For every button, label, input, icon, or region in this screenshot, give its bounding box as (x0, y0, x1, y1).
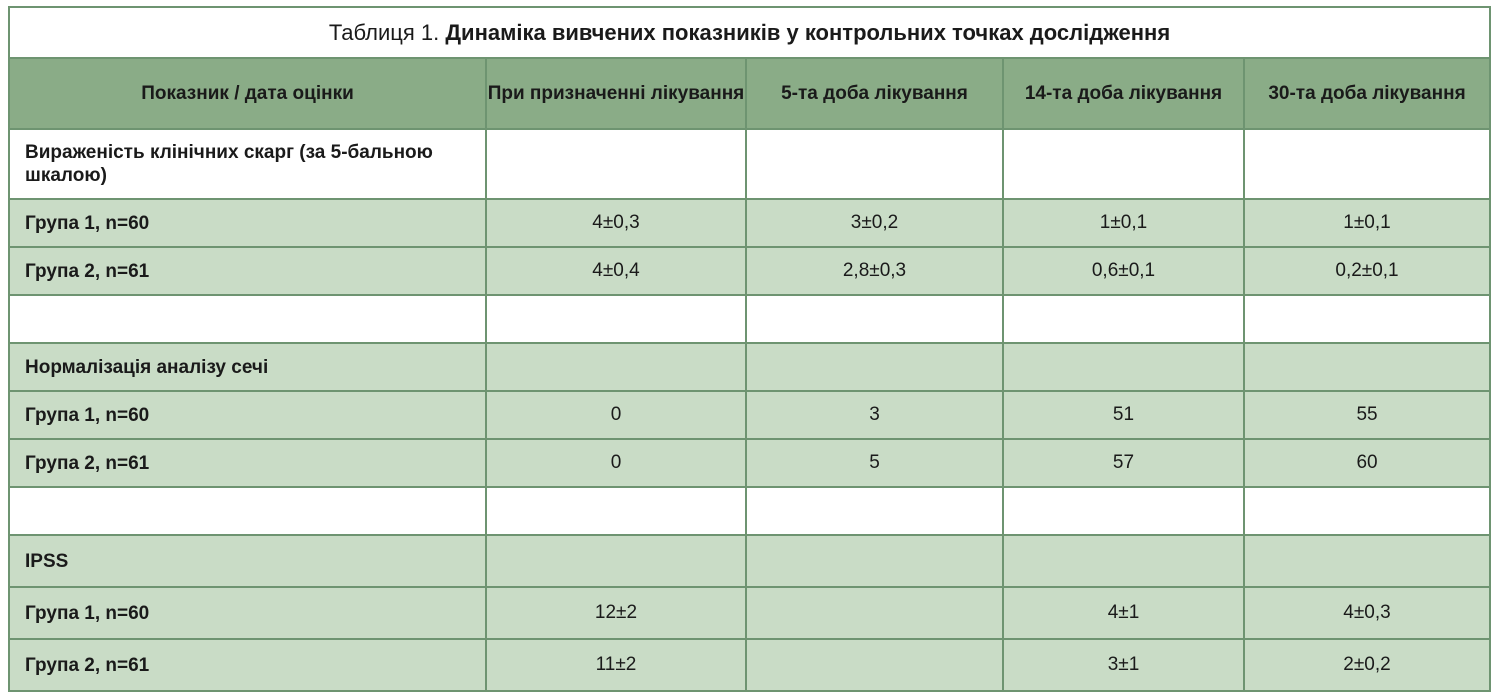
row-value: 51 (1003, 391, 1244, 439)
row-value (746, 129, 1003, 199)
row-label (9, 487, 486, 535)
row-value (486, 343, 746, 391)
row-value (486, 129, 746, 199)
row-value: 12±2 (486, 587, 746, 639)
table-row (9, 439, 1490, 487)
row-label: Група 2, n=61 (9, 247, 486, 295)
row-value (1003, 295, 1244, 343)
row-value: 4±0,3 (486, 199, 746, 247)
row-label (9, 295, 486, 343)
table-title (9, 7, 1490, 58)
row-value (746, 343, 1003, 391)
table-title-bold: Динаміка вивчених показників у контрольних точках дослідження (445, 19, 1171, 45)
row-value: 4±0,4 (486, 247, 746, 295)
header-indicator: Показник / дата оцінки (9, 58, 486, 129)
row-value: 0 (486, 439, 746, 487)
table-row (9, 295, 1490, 343)
results-table-container (8, 6, 1489, 692)
header-day-5: 5-та доба лікування (746, 58, 1003, 129)
row-value (1003, 487, 1244, 535)
header-row (9, 58, 1490, 129)
row-value (486, 535, 746, 587)
row-value: 4±1 (1003, 587, 1244, 639)
row-value: 0,6±0,1 (1003, 247, 1244, 295)
row-value (1244, 535, 1490, 587)
row-value: 11±2 (486, 639, 746, 691)
row-value: 3±0,2 (746, 199, 1003, 247)
row-value (1244, 343, 1490, 391)
row-label: Група 1, n=60 (9, 391, 486, 439)
table-title-prefix: Таблиця 1. (328, 19, 446, 45)
row-value: 5 (746, 439, 1003, 487)
header-day-30: 30-та доба лікування (1244, 58, 1490, 129)
row-value (1003, 535, 1244, 587)
row-label: Нормалізація аналізу сечі (9, 343, 486, 391)
row-value: 1±0,1 (1003, 199, 1244, 247)
row-value: 57 (1003, 439, 1244, 487)
header-at-start: При призначенні лікування (486, 58, 746, 129)
row-value (486, 487, 746, 535)
table-row (9, 391, 1490, 439)
table-row (9, 487, 1490, 535)
row-value: 0 (486, 391, 746, 439)
row-value: 3±1 (1003, 639, 1244, 691)
row-value (746, 487, 1003, 535)
row-value: 0,2±0,1 (1244, 247, 1490, 295)
row-label: Група 1, n=60 (9, 587, 486, 639)
table-body (9, 129, 1490, 691)
table-row (9, 343, 1490, 391)
table-row (9, 199, 1490, 247)
row-value: 4±0,3 (1244, 587, 1490, 639)
row-value: 60 (1244, 439, 1490, 487)
results-table (8, 6, 1491, 692)
row-value: 55 (1244, 391, 1490, 439)
row-value (1244, 129, 1490, 199)
row-label: Вираженість клінічних скарг (за 5-бальною шкалою) (9, 129, 486, 199)
row-value (486, 295, 746, 343)
row-value (746, 639, 1003, 691)
table-row (9, 535, 1490, 587)
row-value (746, 535, 1003, 587)
row-label: Група 2, n=61 (9, 639, 486, 691)
row-value (746, 587, 1003, 639)
row-value: 3 (746, 391, 1003, 439)
header-day-14: 14-та доба лікування (1003, 58, 1244, 129)
table-row (9, 587, 1490, 639)
table-row (9, 639, 1490, 691)
row-label: Група 2, n=61 (9, 439, 486, 487)
row-value: 2±0,2 (1244, 639, 1490, 691)
row-value: 1±0,1 (1244, 199, 1490, 247)
table-row (9, 129, 1490, 199)
row-value (1244, 487, 1490, 535)
row-value (1003, 343, 1244, 391)
row-label: Група 1, n=60 (9, 199, 486, 247)
row-value (1003, 129, 1244, 199)
row-label: IPSS (9, 535, 486, 587)
row-value (1244, 295, 1490, 343)
row-value (746, 295, 1003, 343)
table-row (9, 247, 1490, 295)
row-value: 2,8±0,3 (746, 247, 1003, 295)
